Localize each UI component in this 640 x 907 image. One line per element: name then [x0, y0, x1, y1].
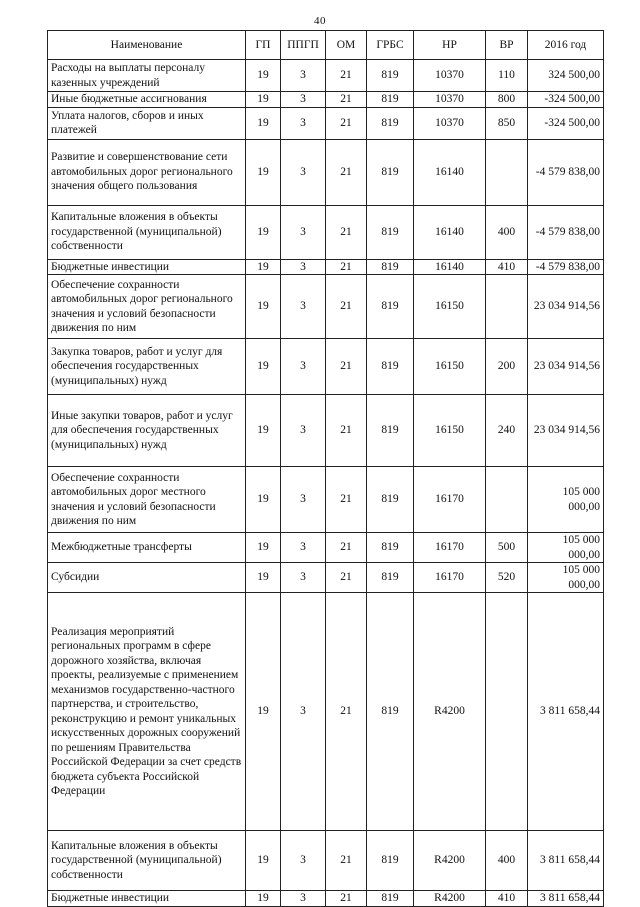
row-nr: 16140 — [414, 259, 486, 275]
row-amount: 105 000 000,00 — [528, 467, 604, 533]
table-row — [48, 139, 604, 205]
row-amount: -324 500,00 — [528, 92, 604, 108]
row-ppgp: 3 — [281, 339, 326, 395]
row-gp: 19 — [246, 467, 281, 533]
row-name: Иные закупки товаров, работ и услуг для обеспечения государственных (муниципальных) нужд — [48, 395, 246, 467]
row-ppgp: 3 — [281, 60, 326, 92]
row-gp: 19 — [246, 60, 281, 92]
table-row — [48, 891, 604, 907]
row-grbs: 819 — [367, 275, 414, 339]
budget-table — [47, 30, 604, 907]
row-nr: 16170 — [414, 533, 486, 563]
row-om: 21 — [326, 467, 367, 533]
table-row — [48, 533, 604, 563]
row-ppgp: 3 — [281, 205, 326, 259]
table-header — [48, 31, 604, 60]
row-vr — [486, 275, 528, 339]
row-amount: 3 811 658,44 — [528, 831, 604, 891]
row-grbs: 819 — [367, 339, 414, 395]
row-vr: 200 — [486, 339, 528, 395]
table-row — [48, 205, 604, 259]
table-row — [48, 60, 604, 92]
row-ppgp: 3 — [281, 831, 326, 891]
row-om: 21 — [326, 139, 367, 205]
row-vr — [486, 467, 528, 533]
row-nr: 16150 — [414, 395, 486, 467]
row-ppgp: 3 — [281, 139, 326, 205]
header-row — [48, 31, 604, 60]
row-grbs: 819 — [367, 139, 414, 205]
row-vr: 400 — [486, 205, 528, 259]
row-ppgp: 3 — [281, 275, 326, 339]
row-grbs: 819 — [367, 891, 414, 907]
row-nr: 16150 — [414, 275, 486, 339]
row-name: Межбюджетные трансферты — [48, 533, 246, 563]
row-vr: 110 — [486, 60, 528, 92]
row-name: Бюджетные инвестиции — [48, 259, 246, 275]
header-grbs: ГРБС — [367, 31, 414, 60]
row-ppgp: 3 — [281, 891, 326, 907]
row-name: Обеспечение сохранности автомобильных дорог регионального значения и условий безопасности движения по ним — [48, 275, 246, 339]
row-amount: 23 034 914,56 — [528, 339, 604, 395]
row-amount: 23 034 914,56 — [528, 275, 604, 339]
table-row — [48, 831, 604, 891]
header-ppgp: ППГП — [281, 31, 326, 60]
row-name: Капитальные вложения в объекты государственной (муниципальной) собственности — [48, 205, 246, 259]
row-vr — [486, 593, 528, 831]
row-nr: 16140 — [414, 139, 486, 205]
table-row — [48, 339, 604, 395]
row-vr: 520 — [486, 563, 528, 593]
row-gp: 19 — [246, 92, 281, 108]
table-row — [48, 107, 604, 139]
row-name: Уплата налогов, сборов и иных платежей — [48, 107, 246, 139]
row-grbs: 819 — [367, 593, 414, 831]
row-amount: -4 579 838,00 — [528, 259, 604, 275]
row-om: 21 — [326, 339, 367, 395]
header-gp: ГП — [246, 31, 281, 60]
row-ppgp: 3 — [281, 593, 326, 831]
row-gp: 19 — [246, 259, 281, 275]
row-nr: 16150 — [414, 339, 486, 395]
row-amount: 23 034 914,56 — [528, 395, 604, 467]
row-grbs: 819 — [367, 533, 414, 563]
row-nr: R4200 — [414, 593, 486, 831]
row-vr: 410 — [486, 259, 528, 275]
row-amount: -4 579 838,00 — [528, 139, 604, 205]
row-om: 21 — [326, 563, 367, 593]
row-name: Реализация мероприятий региональных программ в сфере дорожного хозяйства, включая проекты, реализуемые с применением механизмов государственно-частного партнерства, и строительство, реконструкцию и ремонт уникальных искусственных дорожных сооружений по решениям Правительства Российской Федерации за счет средств бюджета субъекта Российской Федерации — [48, 593, 246, 831]
table-row — [48, 467, 604, 533]
table-row — [48, 275, 604, 339]
row-amount: -4 579 838,00 — [528, 205, 604, 259]
row-amount: 105 000 000,00 — [528, 563, 604, 593]
row-grbs: 819 — [367, 205, 414, 259]
table-row — [48, 92, 604, 108]
row-gp: 19 — [246, 107, 281, 139]
row-grbs: 819 — [367, 60, 414, 92]
row-om: 21 — [326, 92, 367, 108]
row-vr: 800 — [486, 92, 528, 108]
row-vr: 240 — [486, 395, 528, 467]
row-om: 21 — [326, 259, 367, 275]
row-vr: 400 — [486, 831, 528, 891]
row-vr — [486, 139, 528, 205]
row-om: 21 — [326, 533, 367, 563]
row-ppgp: 3 — [281, 92, 326, 108]
row-nr: R4200 — [414, 831, 486, 891]
table-row — [48, 259, 604, 275]
row-vr: 410 — [486, 891, 528, 907]
row-nr: R4200 — [414, 891, 486, 907]
row-name: Расходы на выплаты персоналу казенных учреждений — [48, 60, 246, 92]
row-name: Иные бюджетные ассигнования — [48, 92, 246, 108]
row-ppgp: 3 — [281, 395, 326, 467]
row-gp: 19 — [246, 205, 281, 259]
row-name: Бюджетные инвестиции — [48, 891, 246, 907]
row-gp: 19 — [246, 139, 281, 205]
table-row — [48, 563, 604, 593]
row-om: 21 — [326, 593, 367, 831]
row-grbs: 819 — [367, 92, 414, 108]
row-vr: 850 — [486, 107, 528, 139]
row-ppgp: 3 — [281, 467, 326, 533]
row-om: 21 — [326, 107, 367, 139]
row-gp: 19 — [246, 339, 281, 395]
row-om: 21 — [326, 205, 367, 259]
row-name: Субсидии — [48, 563, 246, 593]
header-nr: НР — [414, 31, 486, 60]
row-grbs: 819 — [367, 259, 414, 275]
row-gp: 19 — [246, 563, 281, 593]
row-gp: 19 — [246, 533, 281, 563]
row-name: Обеспечение сохранности автомобильных дорог местного значения и условий безопасности движения по ним — [48, 467, 246, 533]
table-row — [48, 593, 604, 831]
row-grbs: 819 — [367, 831, 414, 891]
row-ppgp: 3 — [281, 563, 326, 593]
row-amount: -324 500,00 — [528, 107, 604, 139]
row-name: Закупка товаров, работ и услуг для обеспечения государственных (муниципальных) нужд — [48, 339, 246, 395]
header-amount: 2016 год — [528, 31, 604, 60]
row-grbs: 819 — [367, 395, 414, 467]
row-nr: 16170 — [414, 563, 486, 593]
row-vr: 500 — [486, 533, 528, 563]
row-ppgp: 3 — [281, 533, 326, 563]
row-nr: 10370 — [414, 107, 486, 139]
row-name: Капитальные вложения в объекты государственной (муниципальной) собственности — [48, 831, 246, 891]
row-grbs: 819 — [367, 563, 414, 593]
row-nr: 10370 — [414, 60, 486, 92]
page-number: 40 — [314, 15, 326, 27]
row-gp: 19 — [246, 275, 281, 339]
row-name: Развитие и совершенствование сети автомобильных дорог регионального значения общего пользования — [48, 139, 246, 205]
row-gp: 19 — [246, 395, 281, 467]
row-om: 21 — [326, 60, 367, 92]
row-om: 21 — [326, 891, 367, 907]
row-ppgp: 3 — [281, 259, 326, 275]
row-nr: 10370 — [414, 92, 486, 108]
row-gp: 19 — [246, 593, 281, 831]
row-gp: 19 — [246, 891, 281, 907]
header-vr: ВР — [486, 31, 528, 60]
row-amount: 3 811 658,44 — [528, 891, 604, 907]
row-om: 21 — [326, 275, 367, 339]
row-amount: 324 500,00 — [528, 60, 604, 92]
row-amount: 3 811 658,44 — [528, 593, 604, 831]
row-gp: 19 — [246, 831, 281, 891]
table-body — [48, 60, 604, 907]
header-name: Наименование — [48, 31, 246, 60]
row-om: 21 — [326, 395, 367, 467]
row-grbs: 819 — [367, 107, 414, 139]
table-row — [48, 395, 604, 467]
row-ppgp: 3 — [281, 107, 326, 139]
row-amount: 105 000 000,00 — [528, 533, 604, 563]
row-grbs: 819 — [367, 467, 414, 533]
row-om: 21 — [326, 831, 367, 891]
row-nr: 16140 — [414, 205, 486, 259]
header-om: ОМ — [326, 31, 367, 60]
row-nr: 16170 — [414, 467, 486, 533]
